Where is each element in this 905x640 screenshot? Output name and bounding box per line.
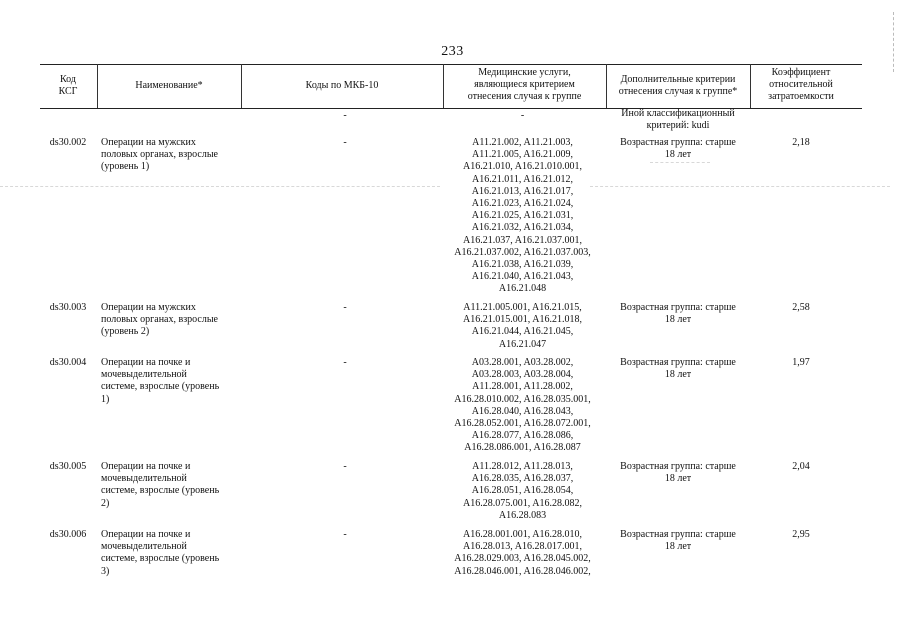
row-name: Операции на почке и мочевыделительной системе, взрослые (уровень 3) — [101, 529, 220, 577]
carry-row-services: - — [520, 110, 525, 121]
scan-noise — [590, 186, 890, 188]
row-criteria: Возрастная группа: старше 18 лет — [620, 529, 736, 553]
row-mkb: - — [343, 302, 347, 313]
carry-row-criteria: Иной классификационный критерий: kudi — [621, 108, 735, 132]
header-code: Код КСГ — [58, 74, 78, 97]
row-services: A03.28.001, A03.28.002, A03.28.003, A03.28.004, A11.28.001, A11.28.002, A16.28.010.002, A16.28.035.001, A16.28.040, A16.28.043, A16.28.052.001, A16.28.072.001, A16.28.077, A16.28.086, A16.28.086.001, A16.28.087 — [454, 357, 591, 454]
scan-noise — [650, 162, 710, 164]
row-coef: 2,04 — [792, 461, 810, 472]
row-mkb: - — [343, 137, 347, 148]
page-number: 233 — [441, 44, 464, 59]
row-name: Операции на мужских половых органах, взрослые (уровень 2) — [101, 302, 218, 338]
row-criteria: Возрастная группа: старше 18 лет — [620, 461, 736, 485]
row-code: ds30.005 — [49, 461, 87, 472]
row-code: ds30.004 — [49, 357, 87, 368]
row-coef: 2,18 — [792, 137, 810, 148]
header-mkb: Коды по МКБ-10 — [305, 80, 379, 91]
row-services: A16.28.001.001, A16.28.010, A16.28.013, A16.28.017.001, A16.28.029.003, A16.28.045.002, A16.28.046.001, A16.28.046.002, — [454, 529, 591, 577]
header-top-rule — [40, 64, 862, 65]
row-mkb: - — [343, 529, 347, 540]
row-code: ds30.006 — [49, 529, 87, 540]
row-coef: 1,97 — [792, 357, 810, 368]
row-code: ds30.002 — [49, 137, 87, 148]
row-services: A11.28.012, A11.28.013, A16.28.035, A16.28.037, A16.28.051, A16.28.054, A16.28.075.001, A16.28.082, A16.28.083 — [463, 461, 582, 521]
scan-edge-mark — [893, 12, 894, 72]
row-mkb: - — [343, 461, 347, 472]
row-code: ds30.003 — [49, 302, 87, 313]
row-services: A11.21.005.001, A16.21.015, A16.21.015.001, A16.21.018, A16.21.044, A16.21.045, A16.21.047 — [463, 302, 582, 350]
row-criteria: Возрастная группа: старше 18 лет — [620, 357, 736, 381]
row-name: Операции на почке и мочевыделительной системе, взрослые (уровень 2) — [101, 461, 220, 509]
row-name: Операции на почке и мочевыделительной системе, взрослые (уровень 1) — [101, 357, 220, 405]
header-services: Медицинские услуги, являющиеся критерием отнесения случая к группе — [467, 67, 582, 102]
header-coef: Коэффициент относительной затратоемкости — [768, 67, 834, 102]
scan-noise — [0, 186, 440, 188]
row-criteria: Возрастная группа: старше 18 лет — [620, 137, 736, 161]
carry-row-mkb: - — [343, 110, 347, 121]
header-name: Наименование* — [135, 80, 203, 91]
row-mkb: - — [343, 357, 347, 368]
row-coef: 2,95 — [792, 529, 810, 540]
header-criteria: Дополнительные критерии отнесения случая к группе* — [618, 74, 738, 97]
row-name: Операции на мужских половых органах, взрослые (уровень 1) — [101, 137, 218, 173]
row-criteria: Возрастная группа: старше 18 лет — [620, 302, 736, 326]
row-coef: 2,58 — [792, 302, 810, 313]
row-services: A11.21.002, A11.21.003, A11.21.005, A16.21.009, A16.21.010, A16.21.010.001, A16.21.011, A16.21.012, A16.21.013, A16.21.017, A16.21.023, A16.21.024, A16.21.025, A16.21.031, A16.21.032, A16.21.034, A16.21.037, A16.21.037.001, A16.21.037.002, A16.21.037.003, A16.21.038, A16.21.039, A16.21.040, A16.21.043, A16.21.048 — [454, 137, 591, 295]
